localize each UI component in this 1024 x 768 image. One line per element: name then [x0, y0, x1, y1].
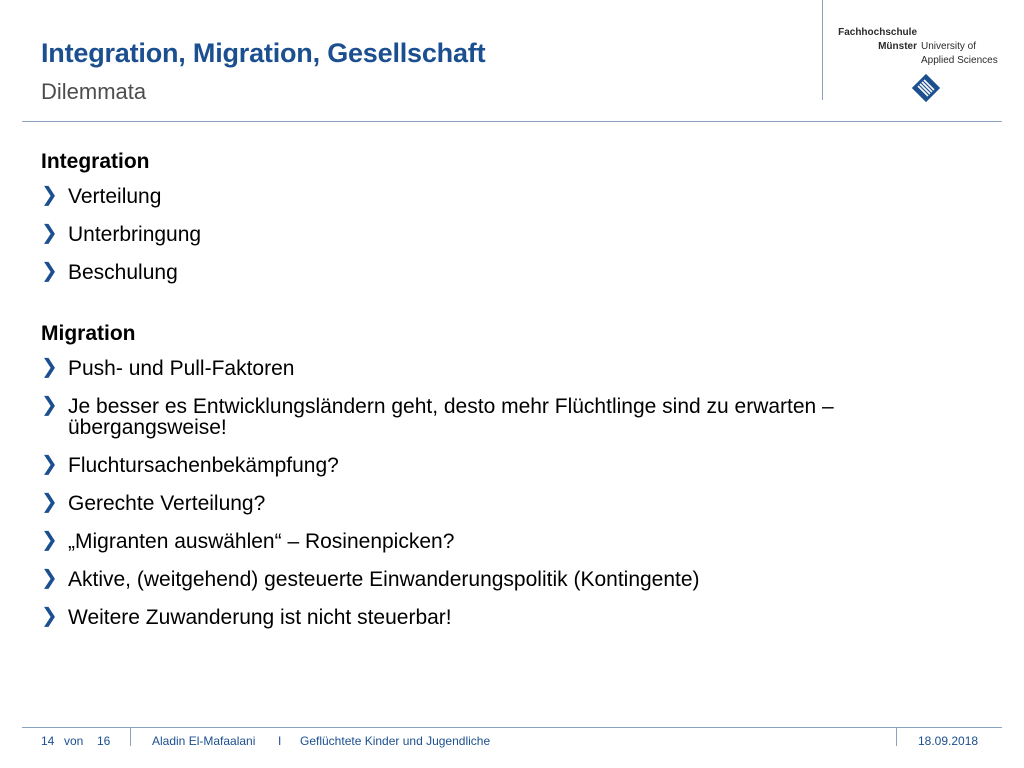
page-total: 16: [97, 734, 111, 748]
chevron-right-icon: ❯: [41, 260, 58, 282]
header-divider: [22, 121, 1002, 122]
bullet-list: [41, 186, 991, 283]
footer-separator-1: [130, 728, 131, 746]
footer-divider: [22, 727, 1002, 728]
list-item-text: Unterbringung: [68, 223, 202, 246]
list-item: [41, 531, 991, 552]
footer-date: 18.09.2018: [918, 734, 979, 748]
chevron-right-icon: ❯: [41, 394, 58, 416]
bullet-list: [41, 358, 991, 628]
chevron-right-icon: ❯: [41, 222, 58, 244]
list-item-text: „Migranten auswählen“ – Rosinenpicken?: [68, 530, 455, 553]
footer-author: Aladin El-Mafaalani: [152, 734, 256, 748]
list-item-text: Gerechte Verteilung?: [68, 492, 266, 515]
slide-content: [41, 148, 991, 645]
page-number: 14: [41, 734, 55, 748]
chevron-right-icon: ❯: [41, 356, 58, 378]
chevron-right-icon: ❯: [41, 491, 58, 513]
section-migration: [41, 320, 991, 628]
footer-separator-text: I: [278, 734, 282, 748]
chevron-right-icon: ❯: [41, 184, 58, 206]
list-item-text: Aktive, (weitgehend) gesteuerte Einwanderungspolitik (Kontingente): [68, 568, 700, 591]
list-item: [41, 493, 991, 514]
chevron-right-icon: ❯: [41, 605, 58, 627]
list-item: [41, 186, 991, 207]
logo-line-2: Münster: [878, 41, 917, 52]
logo-wordmark-left: [838, 26, 917, 54]
section-heading: Migration: [41, 322, 136, 345]
list-item-text: Fluchtursachenbekämpfung?: [68, 454, 339, 477]
list-item: [41, 396, 991, 438]
logo-wordmark-right: [921, 40, 998, 68]
chevron-right-icon: ❯: [41, 567, 58, 589]
list-item-text: Push- und Pull-Faktoren: [68, 357, 295, 380]
logo-line-1: Fachhochschule: [838, 27, 917, 38]
logo-line-4: Applied Sciences: [921, 55, 998, 66]
chevron-right-icon: ❯: [41, 453, 58, 475]
footer-separator-2: [896, 728, 897, 746]
list-item: [41, 358, 991, 379]
list-item: [41, 455, 991, 476]
list-item: [41, 607, 991, 628]
chevron-right-icon: ❯: [41, 529, 58, 551]
list-item-text: Weitere Zuwanderung ist nicht steuerbar!: [68, 606, 452, 629]
list-item-text: Je besser es Entwicklungsländern geht, desto mehr Flüchtlinge sind zu erwarten – übergangsweise!: [68, 395, 834, 439]
section-heading: Integration: [41, 150, 150, 173]
logo-line-3: University of: [921, 41, 977, 52]
section-integration: [41, 148, 991, 283]
list-item: [41, 569, 991, 590]
slide-title: Integration, Migration, Gesellschaft: [41, 38, 486, 68]
list-item: [41, 224, 991, 245]
list-item-text: Beschulung: [68, 261, 178, 284]
list-item-text: Verteilung: [68, 185, 162, 208]
header-vertical-divider: [822, 0, 823, 100]
page-of-label: von: [64, 734, 84, 748]
fh-muenster-logo-mark-icon: [911, 73, 941, 103]
footer-topic: Geflüchtete Kinder und Jugendliche: [300, 734, 491, 748]
list-item: [41, 262, 991, 283]
slide-subtitle: Dilemmata: [41, 79, 147, 104]
